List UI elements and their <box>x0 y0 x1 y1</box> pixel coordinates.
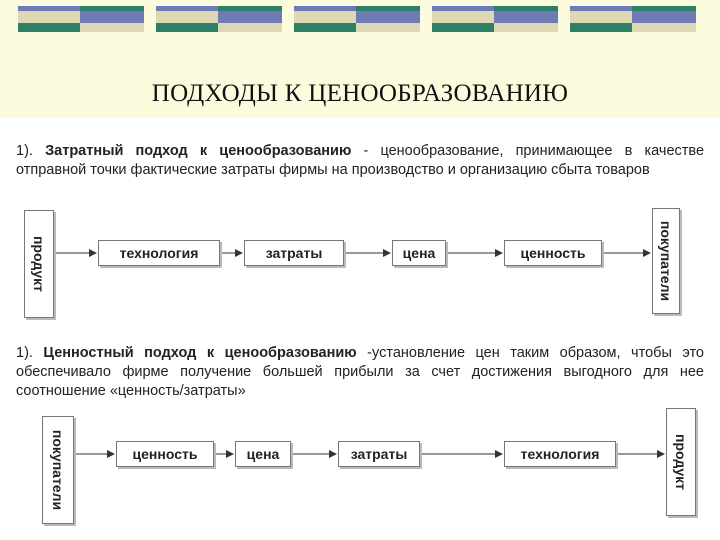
costs-label: затраты <box>265 245 323 261</box>
decor-bar <box>18 6 144 36</box>
flow-arrows <box>0 330 720 540</box>
price-box <box>235 441 291 467</box>
section-cost-approach <box>0 124 720 334</box>
product-box <box>24 210 54 318</box>
header-decoration <box>0 6 720 36</box>
section-definition: - ценообразование, принимающее в качестве отправной точки фактические затраты фирмы на производство и организацию сбыта товаров <box>16 143 705 178</box>
slide-header <box>0 0 720 118</box>
customers-label: покупатели <box>658 220 674 302</box>
customers-box <box>652 208 680 314</box>
technology-box <box>504 441 616 467</box>
section-term: Затратный подход к ценообразованию <box>45 143 352 159</box>
customers-box <box>42 416 74 524</box>
costs-box <box>244 240 344 266</box>
decor-bar <box>294 6 420 36</box>
costs-box <box>338 441 420 467</box>
price-box <box>392 240 446 266</box>
section-definition: -установление цен таким образом, чтобы это обеспечивало фирме получение большей прибыли за счет достижения выгодного для нее соотношение «ценность/затраты» <box>16 345 704 399</box>
value-label: ценность <box>520 245 586 261</box>
value-label: ценность <box>132 446 198 462</box>
technology-label: технология <box>119 245 199 261</box>
product-box <box>666 408 696 516</box>
decor-bar <box>156 6 282 36</box>
technology-box <box>98 240 220 266</box>
section-value-approach <box>0 330 720 540</box>
flow-arrows <box>0 124 720 334</box>
costs-label: затраты <box>350 446 408 462</box>
price-label: цена <box>402 245 436 261</box>
value-box <box>504 240 602 266</box>
section-number: 1). <box>16 345 33 361</box>
product-label: продукт <box>31 235 47 293</box>
section-number: 1). <box>16 143 33 159</box>
customers-label: покупатели <box>50 429 66 511</box>
value-box <box>116 441 214 467</box>
decor-bar <box>432 6 558 36</box>
slide-title: ПОДХОДЫ К ЦЕНООБРАЗОВАНИЮ <box>151 80 569 107</box>
technology-label: технология <box>520 446 600 462</box>
section-term: Ценностный подход к ценообразованию <box>43 345 357 361</box>
decor-bar <box>570 6 696 36</box>
product-label: продукт <box>673 433 689 491</box>
price-label: цена <box>246 446 280 462</box>
